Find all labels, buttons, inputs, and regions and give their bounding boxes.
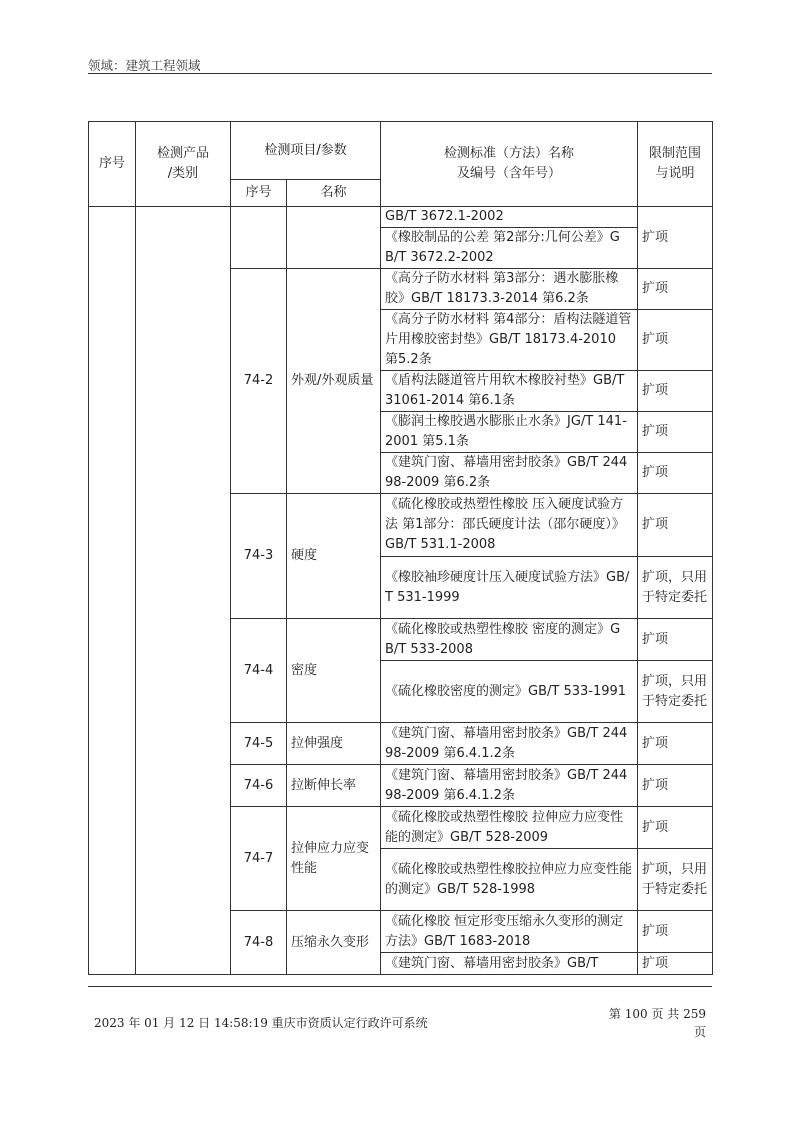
- limit-cell: 扩项: [638, 765, 713, 807]
- header-limit: 限制范围 与说明: [638, 122, 713, 207]
- limit-cell: 扩项: [638, 310, 713, 371]
- header-product-category: 检测产品 /类别: [136, 122, 231, 207]
- limit-cell: 扩项: [638, 207, 713, 269]
- item-seq-cell-empty: [231, 207, 287, 269]
- page-header-domain: 领域：建筑工程领域: [88, 58, 201, 73]
- header-divider: [88, 73, 712, 74]
- limit-cell: 扩项: [638, 371, 713, 412]
- inspection-scope-table: [88, 121, 713, 975]
- item-seq-cell: 74-8: [231, 911, 287, 975]
- item-name-cell-empty: [287, 207, 381, 269]
- header-item-param: 检测项目/参数: [231, 122, 381, 180]
- header-item-seq: 序号: [231, 180, 287, 207]
- header-standard: 检测标准（方法）名称 及编号（含年号）: [381, 122, 638, 207]
- limit-cell: 扩项: [638, 807, 713, 849]
- item-name-cell: 拉伸应力应变性能: [287, 807, 381, 911]
- item-name-cell: 密度: [287, 619, 381, 723]
- limit-cell: 扩项，只用于特定委托: [638, 661, 713, 723]
- standard-cell: 《硫化橡胶或热塑性橡胶拉伸应力应变性能的测定》GB/T 528-1998: [381, 849, 638, 911]
- item-seq-cell: 74-2: [231, 269, 287, 494]
- item-name-cell: 外观/外观质量: [287, 269, 381, 494]
- item-name-cell: 拉断伸长率: [287, 765, 381, 807]
- standard-cell: GB/T 3672.1-2002: [381, 207, 638, 228]
- standard-cell: 《硫化橡胶或热塑性橡胶 压入硬度试验方法 第1部分：邵氏硬度计法（邵尔硬度）》 GB/T 531.1-2008: [381, 494, 638, 557]
- item-seq-cell: 74-4: [231, 619, 287, 723]
- footer-divider: [88, 986, 712, 987]
- limit-cell: 扩项: [638, 953, 713, 975]
- limit-cell: 扩项: [638, 269, 713, 310]
- seq-cell-empty: [89, 207, 136, 975]
- standard-cell: 《建筑门窗、幕墙用密封胶条》GB/T 24498-2009 第6.4.1.2条: [381, 723, 638, 765]
- item-name-cell: 硬度: [287, 494, 381, 619]
- footer-timestamp-system: 2023 年 01 月 12 日 14:58:19 重庆市资质认定行政许可系统: [94, 1016, 428, 1030]
- header-item-name: 名称: [287, 180, 381, 207]
- limit-cell: 扩项: [638, 619, 713, 661]
- header-seq: 序号: [89, 122, 136, 207]
- limit-cell: 扩项: [638, 412, 713, 453]
- product-cell-empty: [136, 207, 231, 975]
- item-name-cell: 压缩永久变形: [287, 911, 381, 975]
- standard-cell: 《盾构法隧道管片用软木橡胶衬垫》GB/T 31061-2014 第6.1条: [381, 371, 638, 412]
- limit-cell: 扩项: [638, 911, 713, 953]
- standard-cell: 《橡胶袖珍硬度计压入硬度试验方法》GB/T 531-1999: [381, 557, 638, 619]
- item-seq-cell: 74-7: [231, 807, 287, 911]
- limit-cell: 扩项: [638, 494, 713, 557]
- limit-cell: 扩项: [638, 453, 713, 494]
- standard-cell: 《建筑门窗、幕墙用密封胶条》GB/T 24498-2009 第6.4.1.2条: [381, 765, 638, 807]
- item-name-cell: 拉伸强度: [287, 723, 381, 765]
- item-seq-cell: 74-3: [231, 494, 287, 619]
- standard-cell: 《橡胶制品的公差 第2部分:几何公差》GB/T 3672.2-2002: [381, 228, 638, 269]
- standard-cell: 《硫化橡胶 恒定形变压缩永久变形的测定方法》GB/T 1683-2018: [381, 911, 638, 953]
- standard-cell: 《膨润土橡胶遇水膨胀止水条》JG/T 141-2001 第5.1条: [381, 412, 638, 453]
- standard-cell: 《硫化橡胶或热塑性橡胶 密度的测定》GB/T 533-2008: [381, 619, 638, 661]
- item-seq-cell: 74-5: [231, 723, 287, 765]
- standard-cell: 《建筑门窗、幕墙用密封胶条》GB/T: [381, 953, 638, 975]
- standard-cell: 《硫化橡胶或热塑性橡胶 拉伸应力应变性能的测定》GB/T 528-2009: [381, 807, 638, 849]
- limit-cell: 扩项: [638, 723, 713, 765]
- standard-cell: 《硫化橡胶密度的测定》GB/T 533-1991: [381, 661, 638, 723]
- standard-cell: 《高分子防水材料 第4部分：盾构法隧道管片用橡胶密封垫》GB/T 18173.4-2010 第5.2条: [381, 310, 638, 371]
- item-seq-cell: 74-6: [231, 765, 287, 807]
- footer-page-info: 第 100 页 共 259 页: [608, 1007, 706, 1039]
- limit-cell: 扩项，只用于特定委托: [638, 849, 713, 911]
- standard-cell: 《高分子防水材料 第3部分：遇水膨胀橡胶》GB/T 18173.3-2014 第6.2条: [381, 269, 638, 310]
- standard-cell: 《建筑门窗、幕墙用密封胶条》GB/T 24498-2009 第6.2条: [381, 453, 638, 494]
- limit-cell: 扩项，只用于特定委托: [638, 557, 713, 619]
